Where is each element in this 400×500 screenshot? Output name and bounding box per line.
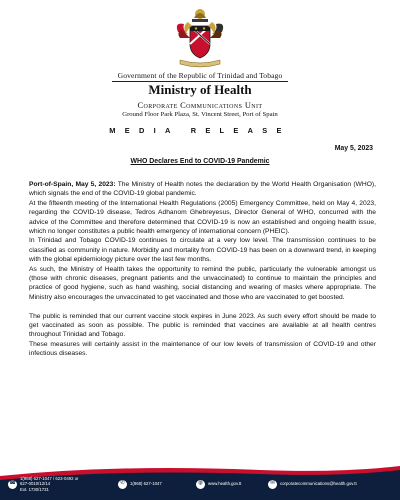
release-title: WHO Declares End to COVID-19 Pandemic: [130, 158, 270, 165]
release-date: May 5, 2023: [334, 145, 373, 152]
paragraph-closing: These measures will certainly assist in the maintenance of our low levels of transmission of COVID-19 and other infectious diseases.: [29, 340, 376, 358]
ministry-name: Ministry of Health: [148, 82, 252, 97]
dateline: Port-of-Spain, May 5, 2023:: [29, 181, 116, 188]
paragraph-local-situation: In Trinidad and Tobago COVID-19 continues to circulate at a very low level. The transmission continues to be classified as community in nature. Morbidity and mortality from COVID-19 has been on a downward trend, in keeping with the global epidemiology picture over the last few months.: [29, 237, 376, 264]
footer-email-block: [268, 474, 357, 494]
government-name: Government of the Republic of Trinidad and Tobago: [117, 71, 283, 80]
fax-number[interactable]: 1(868) 627-1047: [130, 481, 162, 487]
unit-address: Ground Floor Park Plaza, St. Vincent Street, Port of Spain: [122, 111, 278, 118]
paragraph-committee: At the fifteenth meeting of the International Health Regulations (2005) Emergency Committee, held on May 4, 2023, regarding the COVID-19 disease, Tedros Adhanom Ghebreyesus, Director General of WHO, concurred with the advice of the Committee and therefore determined that COVID-19 is now an established and ongoing health issue, which no longer constitutes a public health emergency of international concern (PHEIC).: [29, 199, 376, 236]
email-link[interactable]: corporatecommunications@health.gov.tt: [280, 481, 357, 487]
paragraph-public-reminder: As such, the Ministry of Health takes the opportunity to remind the public, particularly the vulnerable amongst us (those with chronic diseases, pregnant patients and the unvaccinated) to continue to maintain the principles and practice of good hygiene, such as hand washing, social distancing and wearing of masks where appropriate. The Ministry also encourages the unvaccinated to get vaccinated and those who are vaccinated to get boosted.: [29, 265, 376, 301]
globe-icon: ◍: [196, 480, 205, 489]
unit-name: Corporate Communications Unit: [137, 101, 263, 110]
website-link[interactable]: www.health.gov.tt: [208, 481, 242, 487]
footer-phone-block: [8, 474, 79, 494]
email-icon: ✉: [268, 480, 277, 489]
release-label: MEDIA RELEASE: [109, 126, 291, 135]
contact-footer: [0, 462, 400, 500]
footer-website-block: [196, 474, 241, 494]
coat-of-arms-icon: [170, 4, 230, 70]
footer-fax-block: [118, 474, 162, 494]
fax-icon: ✆: [118, 480, 127, 489]
phone-line-3: Ext. 1730/1731: [20, 486, 49, 492]
phone-line-1[interactable]: 1(868) 627-1047 / 623-0492 or: [20, 476, 79, 482]
phone-line-2[interactable]: 627-0010/12/14: [20, 481, 51, 487]
intro-text: The Ministry of Health notes the declaration by the World Health Organisation (WHO), which signals the end of the COVID-19 global pandemic.: [29, 181, 376, 198]
release-body: [29, 180, 376, 359]
paragraph-vaccine-stock: The public is reminded that our current vaccine stock expires in June 2023. As such every effort should be made to get vaccinated as soon as possible. The public is reminded that vaccines are available at all health centres throughout Trinidad and Tobago.: [29, 312, 376, 339]
phone-icon: ☎: [8, 480, 17, 489]
paragraph-intro: [29, 180, 376, 199]
